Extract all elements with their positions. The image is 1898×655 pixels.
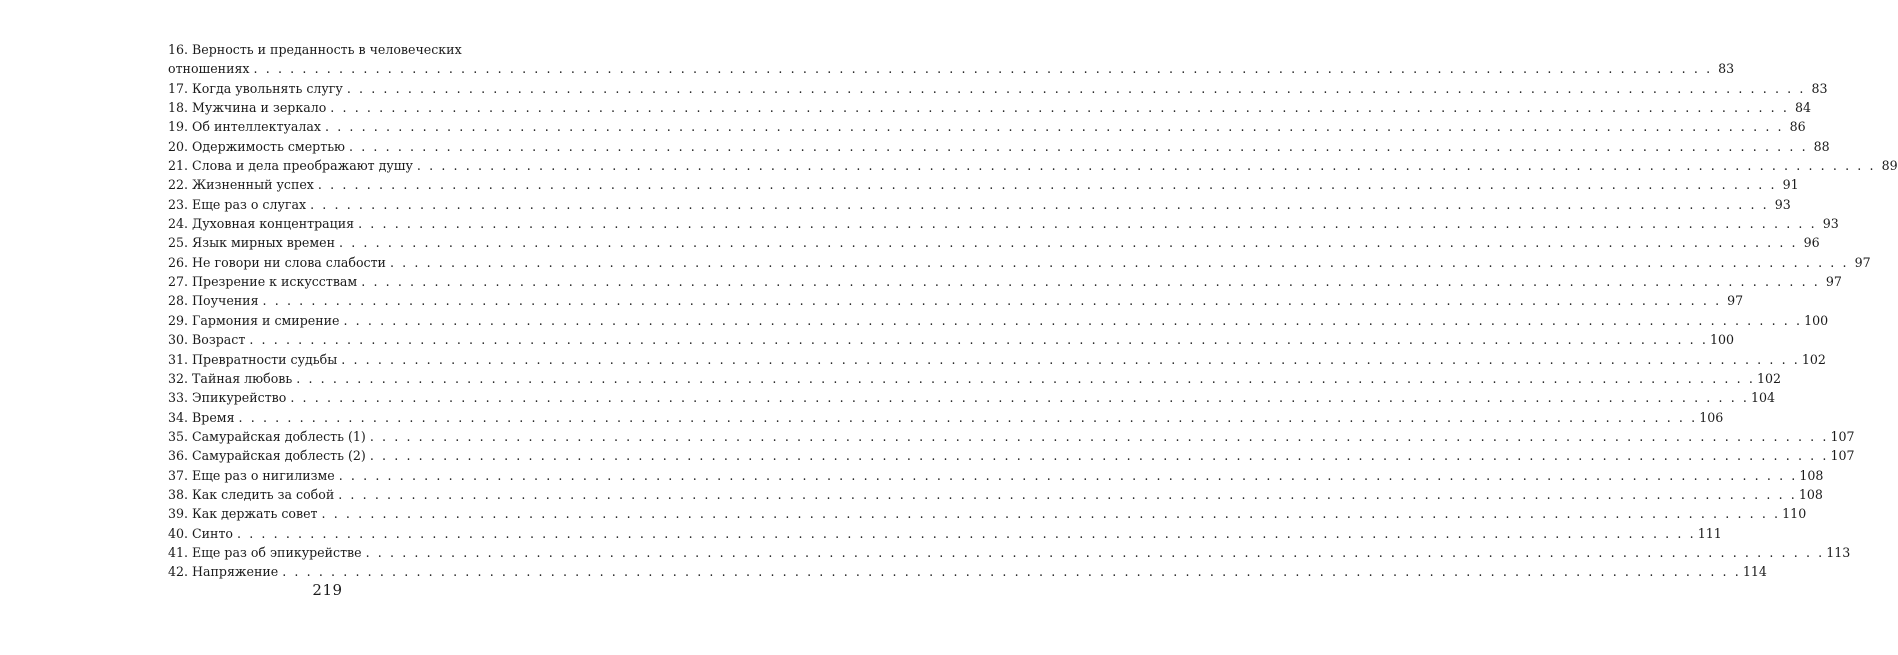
- toc-entry-page: 111: [1697, 525, 1722, 541]
- dot-leader: . . . . . . . . . . . . . . . . . . . . . . . . . . . . . . . . . . . . . . . . . . . . . . . . . . . . . . . . . . . . . . . . . . . . . . . . . . . . . . . . . . . . . . . . . . . . . . . . . . . . . . . . . . . . . . . . . . . . . . . .: [365, 544, 1825, 560]
- toc-entry-page: 97: [1854, 254, 1871, 270]
- toc-entry-title: 32. Тайная любовь: [168, 370, 293, 386]
- toc-entry: [168, 369, 1781, 388]
- toc-entry-page: 96: [1803, 235, 1820, 251]
- dot-leader: . . . . . . . . . . . . . . . . . . . . . . . . . . . . . . . . . . . . . . . . . . . . . . . . . . . . . . . . . . . . . . . . . . . . . . . . . . . . . . . . . . . . . . . . . . . . . . . . . . . . . . . . . . . . . . . . . . . . . . . .: [324, 119, 1784, 135]
- toc-entry-page: 102: [1756, 370, 1781, 386]
- toc-entry-page: 108: [1799, 467, 1824, 483]
- toc-entry-title: 26. Не говори ни слова слабости: [168, 254, 386, 270]
- dot-leader: . . . . . . . . . . . . . . . . . . . . . . . . . . . . . . . . . . . . . . . . . . . . . . . . . . . . . . . . . . . . . . . . . . . . . . . . . . . . . . . . . . . . . . . . . . . . . . . . . . . . . . . . . . . . . . . . . . . . . . . .: [249, 332, 1708, 348]
- dot-leader: . . . . . . . . . . . . . . . . . . . . . . . . . . . . . . . . . . . . . . . . . . . . . . . . . . . . . . . . . . . . . . . . . . . . . . . . . . . . . . . . . . . . . . . . . . . . . . . . . . . . . . . . . . . . . . . . . . . . . . . .: [339, 235, 1798, 251]
- toc-entry-page: 107: [1830, 448, 1855, 464]
- toc-entry: [168, 253, 1871, 272]
- toc-entry-page: 97: [1727, 293, 1744, 309]
- dot-leader: . . . . . . . . . . . . . . . . . . . . . . . . . . . . . . . . . . . . . . . . . . . . . . . . . . . . . . . . . . . . . . . . . . . . . . . . . . . . . . . . . . . . . . . . . . . . . . . . . . . . . . . . . . . . . . . . . . . . . . . .: [237, 525, 1696, 541]
- toc-entry-title: 23. Еще раз о слугах: [168, 196, 307, 212]
- dot-leader: . . . . . . . . . . . . . . . . . . . . . . . . . . . . . . . . . . . . . . . . . . . . . . . . . . . . . . . . . . . . . . . . . . . . . . . . . . . . . . . . . . . . . . . . . . . . . . . . . . . . . . . . . . . . . . . . . . . . . . . .: [358, 216, 1817, 232]
- toc-entry: [168, 311, 1829, 330]
- toc-entry-title: 24. Духовная концентрация: [168, 216, 355, 232]
- dot-leader: . . . . . . . . . . . . . . . . . . . . . . . . . . . . . . . . . . . . . . . . . . . . . . . . . . . . . . . . . . . . . . . . . . . . . . . . . . . . . . . . . . . . . . . . . . . . . . . . . . . . . . . . . . . . . . . . . . . . . . . .: [416, 158, 1876, 174]
- toc-entry-title: 19. Об интеллектуалах: [168, 119, 321, 135]
- table-of-contents: [168, 40, 1898, 582]
- toc-entry-page: 106: [1699, 409, 1724, 425]
- page-number: 219: [312, 581, 343, 599]
- toc-entry: [168, 272, 1842, 291]
- toc-entry-page: 93: [1822, 216, 1839, 232]
- dot-leader: . . . . . . . . . . . . . . . . . . . . . . . . . . . . . . . . . . . . . . . . . . . . . . . . . . . . . . . . . . . . . . . . . . . . . . . . . . . . . . . . . . . . . . . . . . . . . . . . . . . . . . . . . . . . . . . . . . . . . . . .: [349, 138, 1808, 154]
- toc-entry-page: 83: [1718, 61, 1735, 77]
- toc-entry-title: отношениях: [168, 61, 250, 77]
- dot-leader: . . . . . . . . . . . . . . . . . . . . . . . . . . . . . . . . . . . . . . . . . . . . . . . . . . . . . . . . . . . . . . . . . . . . . . . . . . . . . . . . . . . . . . . . . . . . . . . . . . . . . . . . . . . . . . . . . . . . . . . .: [343, 312, 1803, 328]
- dot-leader: . . . . . . . . . . . . . . . . . . . . . . . . . . . . . . . . . . . . . . . . . . . . . . . . . . . . . . . . . . . . . . . . . . . . . . . . . . . . . . . . . . . . . . . . . . . . . . . . . . . . . . . . . . . . . . . . . . . . . . . .: [296, 370, 1755, 386]
- toc-entry-page: 100: [1710, 332, 1735, 348]
- toc-entry-title: 36. Самурайская доблесть (2): [168, 448, 366, 464]
- toc-entry-page: 100: [1804, 312, 1829, 328]
- dot-leader: . . . . . . . . . . . . . . . . . . . . . . . . . . . . . . . . . . . . . . . . . . . . . . . . . . . . . . . . . . . . . . . . . . . . . . . . . . . . . . . . . . . . . . . . . . . . . . . . . . . . . . . . . . . . . . . . . . . . . . . .: [369, 448, 1829, 464]
- dot-leader: . . . . . . . . . . . . . . . . . . . . . . . . . . . . . . . . . . . . . . . . . . . . . . . . . . . . . . . . . . . . . . . . . . . . . . . . . . . . . . . . . . . . . . . . . . . . . . . . . . . . . . . . . . . . . . . . . . . . . . . .: [290, 390, 1750, 406]
- toc-entry-title: 18. Мужчина и зеркало: [168, 100, 327, 116]
- dot-leader: . . . . . . . . . . . . . . . . . . . . . . . . . . . . . . . . . . . . . . . . . . . . . . . . . . . . . . . . . . . . . . . . . . . . . . . . . . . . . . . . . . . . . . . . . . . . . . . . . . . . . . . . . . . . . . . . . . . . . . . .: [341, 351, 1800, 367]
- dot-leader: . . . . . . . . . . . . . . . . . . . . . . . . . . . . . . . . . . . . . . . . . . . . . . . . . . . . . . . . . . . . . . . . . . . . . . . . . . . . . . . . . . . . . . . . . . . . . . . . . . . . . . . . . . . . . . . . . . . . . . . .: [330, 100, 1789, 116]
- dot-leader: . . . . . . . . . . . . . . . . . . . . . . . . . . . . . . . . . . . . . . . . . . . . . . . . . . . . . . . . . . . . . . . . . . . . . . . . . . . . . . . . . . . . . . . . . . . . . . . . . . . . . . . . . . . . . . . . . . . . . . . .: [389, 254, 1849, 270]
- toc-entry: [168, 98, 1811, 117]
- toc-entry: [168, 175, 1799, 194]
- toc-entry-title: 27. Презрение к искусствам: [168, 274, 358, 290]
- toc-entry: [168, 504, 1807, 523]
- toc-entry: [168, 79, 1828, 98]
- toc-entry-title: 31. Превратности судьбы: [168, 351, 338, 367]
- toc-entry: [168, 214, 1839, 233]
- dot-leader: . . . . . . . . . . . . . . . . . . . . . . . . . . . . . . . . . . . . . . . . . . . . . . . . . . . . . . . . . . . . . . . . . . . . . . . . . . . . . . . . . . . . . . . . . . . . . . . . . . . . . . . . . . . . . . . . . . . . . . . .: [338, 467, 1798, 483]
- toc-entry-title: 41. Еще раз об эпикурействе: [168, 544, 362, 560]
- toc-entry: [168, 524, 1722, 543]
- toc-entry: [168, 446, 1855, 465]
- dot-leader: . . . . . . . . . . . . . . . . . . . . . . . . . . . . . . . . . . . . . . . . . . . . . . . . . . . . . . . . . . . . . . . . . . . . . . . . . . . . . . . . . . . . . . . . . . . . . . . . . . . . . . . . . . . . . . . . . . . . . . . .: [310, 196, 1769, 212]
- toc-entry-title: 40. Синто: [168, 525, 234, 541]
- toc-entry-title: 28. Поучения: [168, 293, 259, 309]
- toc-entry-title: 38. Как следить за собой: [168, 486, 335, 502]
- toc-entry-title: 35. Самурайская доблесть (1): [168, 428, 366, 444]
- toc-entry: [168, 156, 1898, 175]
- dot-leader: . . . . . . . . . . . . . . . . . . . . . . . . . . . . . . . . . . . . . . . . . . . . . . . . . . . . . . . . . . . . . . . . . . . . . . . . . . . . . . . . . . . . . . . . . . . . . . . . . . . . . . . . . . . . . . . . . . . . . . . .: [262, 293, 1722, 309]
- toc-entry-page: 102: [1801, 351, 1826, 367]
- dot-leader: . . . . . . . . . . . . . . . . . . . . . . . . . . . . . . . . . . . . . . . . . . . . . . . . . . . . . . . . . . . . . . . . . . . . . . . . . . . . . . . . . . . . . . . . . . . . . . . . . . . . . . . . . . . . . . . . . . . . . . . .: [361, 274, 1820, 290]
- toc-entry-page: 114: [1742, 564, 1767, 580]
- toc-entry-page: 89: [1881, 158, 1898, 174]
- toc-entry-title-line: 16. Верность и преданность в человеческих: [168, 42, 462, 57]
- toc-entry: [168, 388, 1776, 407]
- toc-entry: [168, 562, 1767, 581]
- toc-entry: [168, 485, 1823, 504]
- toc-entry: [168, 427, 1855, 446]
- toc-entry: [168, 40, 1735, 79]
- toc-entry-title: 34. Время: [168, 409, 235, 425]
- dot-leader: . . . . . . . . . . . . . . . . . . . . . . . . . . . . . . . . . . . . . . . . . . . . . . . . . . . . . . . . . . . . . . . . . . . . . . . . . . . . . . . . . . . . . . . . . . . . . . . . . . . . . . . . . . . . . . . . . . . . . . . .: [321, 506, 1781, 522]
- dot-leader: . . . . . . . . . . . . . . . . . . . . . . . . . . . . . . . . . . . . . . . . . . . . . . . . . . . . . . . . . . . . . . . . . . . . . . . . . . . . . . . . . . . . . . . . . . . . . . . . . . . . . . . . . . . . . . . . . . . . . . . .: [369, 428, 1829, 444]
- toc-entry-page: 88: [1813, 138, 1830, 154]
- toc-entry-page: 113: [1826, 544, 1851, 560]
- toc-entry-title: 22. Жизненный успех: [168, 177, 314, 193]
- toc-entry: [168, 117, 1806, 136]
- toc-entry-page: 93: [1774, 196, 1791, 212]
- toc-entry: [168, 137, 1830, 156]
- toc-entry: [168, 233, 1820, 252]
- toc-entry-title: 39. Как держать совет: [168, 506, 318, 522]
- toc-entry-page: 107: [1830, 428, 1855, 444]
- dot-leader: . . . . . . . . . . . . . . . . . . . . . . . . . . . . . . . . . . . . . . . . . . . . . . . . . . . . . . . . . . . . . . . . . . . . . . . . . . . . . . . . . . . . . . . . . . . . . . . . . . . . . . . . . . . . . . . . . . . . . . . .: [346, 80, 1806, 96]
- toc-entry-title: 21. Слова и дела преображают душу: [168, 158, 413, 174]
- toc-entry-title: 33. Эпикурейство: [168, 390, 287, 406]
- toc-entry: [168, 195, 1791, 214]
- dot-leader: . . . . . . . . . . . . . . . . . . . . . . . . . . . . . . . . . . . . . . . . . . . . . . . . . . . . . . . . . . . . . . . . . . . . . . . . . . . . . . . . . . . . . . . . . . . . . . . . . . . . . . . . . . . . . . . . . . . . . . . .: [317, 177, 1777, 193]
- toc-entry-title: 37. Еще раз о нигилизме: [168, 467, 335, 483]
- toc-entry-page: 104: [1751, 390, 1776, 406]
- toc-entry-title: 42. Напряжение: [168, 564, 279, 580]
- toc-entry: [168, 291, 1744, 310]
- toc-entry-title: 17. Когда увольнять слугу: [168, 80, 343, 96]
- toc-entry-title: 20. Одержимость смертью: [168, 138, 346, 154]
- toc-entry-page: 110: [1782, 506, 1807, 522]
- toc-entry-page: 91: [1782, 177, 1799, 193]
- toc-entry-title: 30. Возраст: [168, 332, 246, 348]
- dot-leader: . . . . . . . . . . . . . . . . . . . . . . . . . . . . . . . . . . . . . . . . . . . . . . . . . . . . . . . . . . . . . . . . . . . . . . . . . . . . . . . . . . . . . . . . . . . . . . . . . . . . . . . . . . . . . . . . . . . . . . . .: [282, 564, 1741, 580]
- toc-entry-page: 84: [1794, 100, 1811, 116]
- toc-entry-page: 108: [1798, 486, 1823, 502]
- toc-entry-title: 29. Гармония и смирение: [168, 312, 340, 328]
- toc-entry: [168, 543, 1851, 562]
- toc-entry: [168, 408, 1724, 427]
- toc-entry: [168, 466, 1824, 485]
- toc-entry-page: 83: [1811, 80, 1828, 96]
- toc-entry-page: 86: [1789, 119, 1806, 135]
- dot-leader: . . . . . . . . . . . . . . . . . . . . . . . . . . . . . . . . . . . . . . . . . . . . . . . . . . . . . . . . . . . . . . . . . . . . . . . . . . . . . . . . . . . . . . . . . . . . . . . . . . . . . . . . . . . . . . . . . . . . . . . .: [338, 486, 1797, 502]
- toc-entry: [168, 330, 1735, 349]
- toc-entry-page: 97: [1825, 274, 1842, 290]
- dot-leader: . . . . . . . . . . . . . . . . . . . . . . . . . . . . . . . . . . . . . . . . . . . . . . . . . . . . . . . . . . . . . . . . . . . . . . . . . . . . . . . . . . . . . . . . . . . . . . . . . . . . . . . . . . . . . . . . . . . . . . . .: [238, 409, 1698, 425]
- toc-entry-title: 25. Язык мирных времен: [168, 235, 335, 251]
- toc-entry: [168, 350, 1826, 369]
- dot-leader: . . . . . . . . . . . . . . . . . . . . . . . . . . . . . . . . . . . . . . . . . . . . . . . . . . . . . . . . . . . . . . . . . . . . . . . . . . . . . . . . . . . . . . . . . . . . . . . . . . . . . . . . . . . . . . . . . . . . . . . .: [253, 61, 1713, 77]
